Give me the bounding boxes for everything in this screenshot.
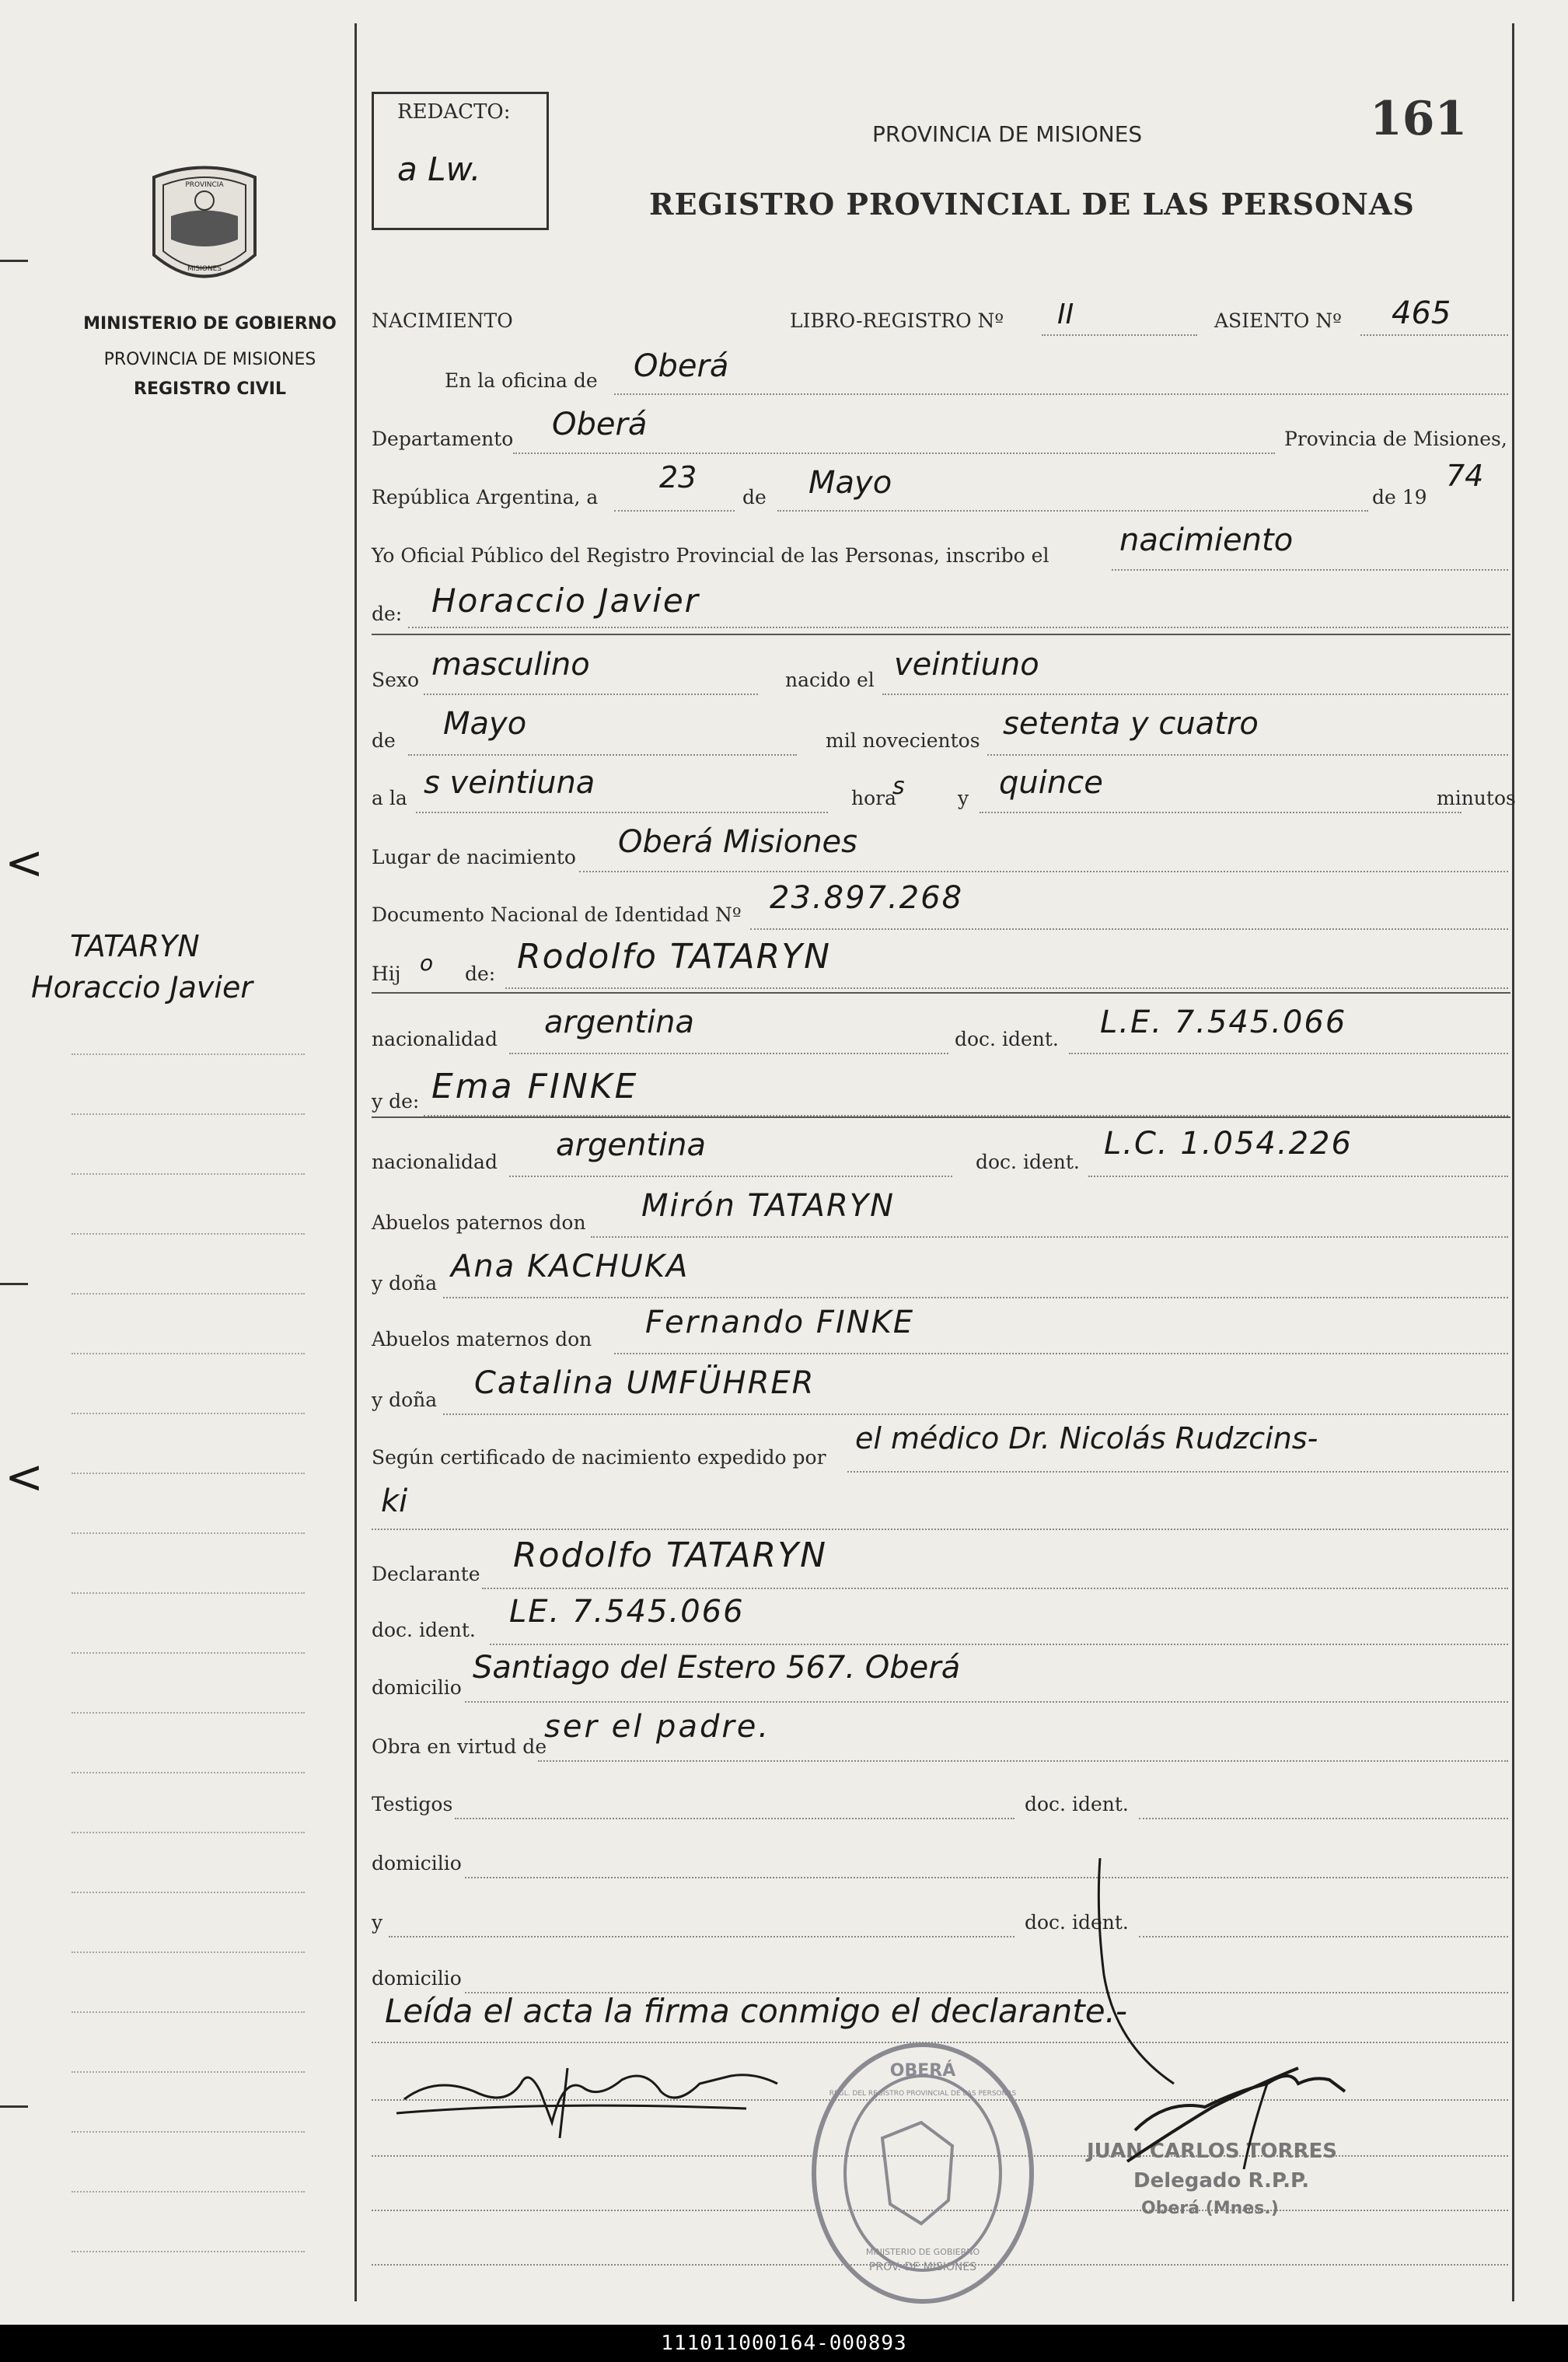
mother-name: Ema FINKE — [431, 1067, 639, 1106]
nac1-label: nacionalidad — [372, 1028, 498, 1050]
doc1-line — [1069, 1053, 1508, 1054]
margin-rule — [72, 2071, 305, 2073]
domicilio-line — [465, 1701, 1508, 1703]
inscribo-line — [1112, 569, 1508, 571]
obra-line — [538, 1760, 1508, 1762]
doc2-label: doc. ident. — [976, 1151, 1080, 1173]
margin-rule — [72, 1592, 305, 1594]
libro-value: II — [1057, 299, 1074, 330]
mil-line — [987, 754, 1508, 756]
registered-name: Horaccio Javier — [431, 582, 700, 620]
y2-label: y — [372, 1911, 383, 1934]
abuelos-p-label: Abuelos paternos don — [372, 1211, 586, 1234]
dni-line — [750, 928, 1508, 930]
round-stamp-inner: MINISTERIO DE GOBIERNO — [865, 2247, 980, 2257]
margin-rule — [72, 1353, 305, 1354]
margin-surname: TATARYN — [70, 929, 200, 963]
declarante-line — [482, 1588, 1508, 1589]
birth-month-value: Mayo — [443, 706, 527, 742]
ydona1-value: Ana KACHUKA — [451, 1249, 690, 1284]
delegate-title: Delegado R.P.P. — [1133, 2169, 1310, 2193]
mil-value: setenta y cuatro — [1003, 706, 1259, 742]
dom3-label: domicilio — [372, 1967, 462, 1990]
round-stamp-ring: REGL. DEL REGISTRO PROVINCIAL DE LAS PERSONAS — [829, 2090, 1017, 2098]
ministry-label: MINISTERIO DE GOBIERNO — [83, 314, 337, 334]
margin-mark: < — [5, 1450, 44, 1504]
margin-rule — [72, 2011, 305, 2013]
abuelos-m-label: Abuelos maternos don — [372, 1328, 592, 1350]
nacido-label: nacido el — [785, 669, 875, 691]
section-divider — [372, 1116, 1510, 1118]
ydona1-label: y doña — [372, 1272, 438, 1295]
segun-line-2 — [372, 1529, 1508, 1530]
testigos-line — [455, 1818, 1014, 1819]
y-label: y — [958, 787, 969, 809]
page-title: REGISTRO PROVINCIAL DE LAS PERSONAS — [649, 187, 1415, 222]
mil-label: mil novecientos — [826, 729, 980, 752]
margin-rule — [72, 1772, 305, 1773]
minutos-line — [980, 812, 1461, 813]
lugar-value: Oberá Misiones — [618, 824, 858, 860]
doc3-line — [490, 1644, 1508, 1645]
lugar-label: Lugar de nacimiento — [372, 846, 576, 868]
doc3-value: LE. 7.545.066 — [509, 1594, 745, 1630]
seal-text-top: PROVINCIA — [185, 181, 224, 189]
margin-rule — [72, 1053, 305, 1055]
obra-label: Obra en virtud de — [372, 1735, 547, 1758]
official-signature — [1081, 1850, 1392, 2224]
section-divider — [372, 634, 1510, 635]
minutos-value: quince — [999, 765, 1103, 801]
inscribo-label: Yo Oficial Público del Registro Provincial de las Personas, inscribo el — [372, 544, 1049, 567]
page-number: 161 — [1370, 92, 1468, 146]
ydona2-value: Catalina UMFÜHRER — [474, 1365, 815, 1401]
hijo-label: Hij — [372, 963, 401, 985]
province-label: PROVINCIA DE MISIONES — [103, 350, 316, 369]
sexo-line — [424, 694, 758, 695]
libro-line — [1042, 334, 1197, 336]
de2-label: de — [372, 729, 396, 752]
declarante-value: Rodolfo TATARYN — [513, 1536, 827, 1575]
domicilio-label: domicilio — [372, 1676, 462, 1699]
name-line — [408, 627, 1508, 628]
minutos-label: minutos — [1437, 787, 1516, 809]
abuelos-m-value: Fernando FINKE — [645, 1305, 915, 1340]
doc3-label: doc. ident. — [372, 1619, 476, 1641]
dni-value: 23.897.268 — [770, 880, 964, 916]
doc5-label: doc. ident. — [1025, 1911, 1129, 1934]
ala-value: s veintiuna — [424, 765, 595, 801]
margin-rule — [72, 1712, 305, 1714]
testigos-label: Testigos — [372, 1793, 453, 1815]
segun-value: el médico Dr. Nicolás Rudzcins- — [855, 1421, 1318, 1455]
doc1-label: doc. ident. — [955, 1028, 1059, 1050]
redacto-box — [372, 92, 549, 230]
lugar-line — [579, 871, 1508, 872]
de-label: de — [742, 486, 767, 508]
margin-rule — [72, 1532, 305, 1534]
hijo-de-label: de: — [465, 963, 496, 985]
margin-rule — [72, 1951, 305, 1953]
asiento-label: ASIENTO Nº — [1214, 309, 1342, 332]
declarante-label: Declarante — [372, 1563, 480, 1585]
section-divider — [372, 992, 1510, 994]
asiento-line — [1360, 334, 1508, 336]
declarant-signature — [389, 2045, 793, 2146]
province-title: PROVINCIA DE MISIONES — [872, 121, 1143, 147]
oficina-value: Oberá — [634, 348, 729, 384]
binding-mark — [0, 2105, 28, 2108]
abuelos-m-line — [614, 1353, 1508, 1354]
margin-mark: < — [5, 836, 44, 890]
registry-label: REGISTRO CIVIL — [134, 379, 286, 399]
father-line — [505, 987, 1508, 989]
ydona2-line — [443, 1413, 1508, 1415]
segun-line — [847, 1471, 1508, 1473]
obra-value: ser el padre. — [544, 1709, 771, 1745]
ydona2-label: y doña — [372, 1389, 438, 1411]
margin-rule — [72, 1892, 305, 1893]
margin-rule — [72, 1173, 305, 1175]
nac1-line — [509, 1053, 948, 1054]
birth-month-line — [408, 754, 797, 756]
name-label: de: — [372, 603, 403, 625]
nac2-label: nacionalidad — [372, 1151, 498, 1173]
doc4-label: doc. ident. — [1025, 1793, 1129, 1815]
margin-rule — [72, 2191, 305, 2193]
sexo-value: masculino — [431, 647, 590, 683]
departamento-label: Departamento — [372, 428, 514, 450]
asiento-value: 465 — [1392, 295, 1451, 331]
binding-mark — [0, 260, 28, 262]
sexo-label: Sexo — [372, 669, 420, 691]
margin-rule — [72, 2131, 305, 2133]
departamento-line — [513, 452, 1275, 454]
doc1-value: L.E. 7.545.066 — [1100, 1005, 1347, 1040]
ydona1-line — [443, 1297, 1508, 1298]
doc2-value: L.C. 1.054.226 — [1104, 1126, 1353, 1162]
segun-value-cont: ki — [381, 1483, 408, 1519]
abuelos-p-value: Mirón TATARYN — [641, 1188, 896, 1224]
left-frame-line — [354, 23, 357, 2301]
closing-statement: Leída el acta la firma conmigo el declarante.- — [385, 1992, 1128, 2030]
republica-label: República Argentina, a — [372, 486, 599, 508]
doc4-line — [1139, 1818, 1508, 1819]
nacido-line — [882, 694, 1508, 695]
day-line — [614, 510, 735, 512]
oficina-line — [614, 393, 1508, 395]
y2-line — [389, 1936, 1014, 1937]
footer-bar — [0, 2325, 1568, 2362]
right-frame-line — [1512, 23, 1514, 2301]
margin-rule — [72, 1832, 305, 1833]
binding-mark — [0, 1283, 28, 1285]
redacto-value: a Lw. — [397, 150, 481, 188]
margin-rule — [72, 1413, 305, 1414]
ala-label: a la — [372, 787, 407, 809]
delegate-name: JUAN CARLOS TORRES — [1087, 2140, 1338, 2163]
horas-suffix: s — [892, 773, 905, 800]
round-stamp-bottom: PROV. DE MISIONES — [868, 2261, 977, 2273]
nac2-value: argentina — [556, 1127, 706, 1163]
year-label: de 19 — [1372, 486, 1427, 508]
oficina-label: En la oficina de — [445, 369, 598, 392]
margin-rule — [72, 1293, 305, 1295]
official-round-stamp — [805, 2037, 1042, 2309]
segun-label: Según certificado de nacimiento expedido por — [372, 1446, 826, 1469]
hijo-suffix: o — [420, 950, 434, 976]
margin-rule — [72, 1473, 305, 1474]
act-type-label: NACIMIENTO — [372, 309, 513, 332]
provincia-suffix: Provincia de Misiones, — [1284, 428, 1507, 450]
father-name: Rodolfo TATARYN — [517, 937, 831, 977]
departamento-value: Oberá — [552, 407, 648, 442]
inscribo-value: nacimiento — [1119, 522, 1294, 558]
redacto-label: REDACTO: — [397, 100, 511, 124]
margin-rule — [72, 1652, 305, 1654]
province-seal-icon — [146, 162, 263, 294]
ala-line — [416, 812, 828, 813]
domicilio-value: Santiago del Estero 567. Oberá — [473, 1650, 961, 1686]
horas-label: hora — [851, 787, 897, 809]
month-value: Mayo — [808, 465, 892, 501]
nac1-value: argentina — [544, 1005, 694, 1040]
seal-text-bottom: MISIONES — [187, 265, 222, 273]
round-stamp-top: OBERÁ — [889, 2061, 956, 2081]
margin-rule — [72, 2251, 305, 2252]
yde-label: y de: — [372, 1090, 420, 1113]
margin-names: Horaccio Javier — [31, 970, 253, 1005]
nacido-value: veintiuno — [894, 647, 1039, 683]
dom2-label: domicilio — [372, 1852, 462, 1875]
month-line — [777, 510, 1368, 512]
margin-rule — [72, 1233, 305, 1235]
doc2-line — [1088, 1176, 1508, 1177]
dni-label: Documento Nacional de Identidad Nº — [372, 903, 742, 926]
document-code: 111011000164-000893 — [661, 2332, 907, 2355]
nac2-line — [509, 1176, 952, 1177]
day-value: 23 — [659, 460, 697, 494]
margin-rule — [72, 1113, 305, 1115]
libro-label: LIBRO-REGISTRO Nº — [790, 309, 1004, 332]
delegate-place: Oberá (Mnes.) — [1141, 2199, 1279, 2218]
year-value: 74 — [1446, 459, 1484, 493]
abuelos-p-line — [591, 1236, 1508, 1238]
